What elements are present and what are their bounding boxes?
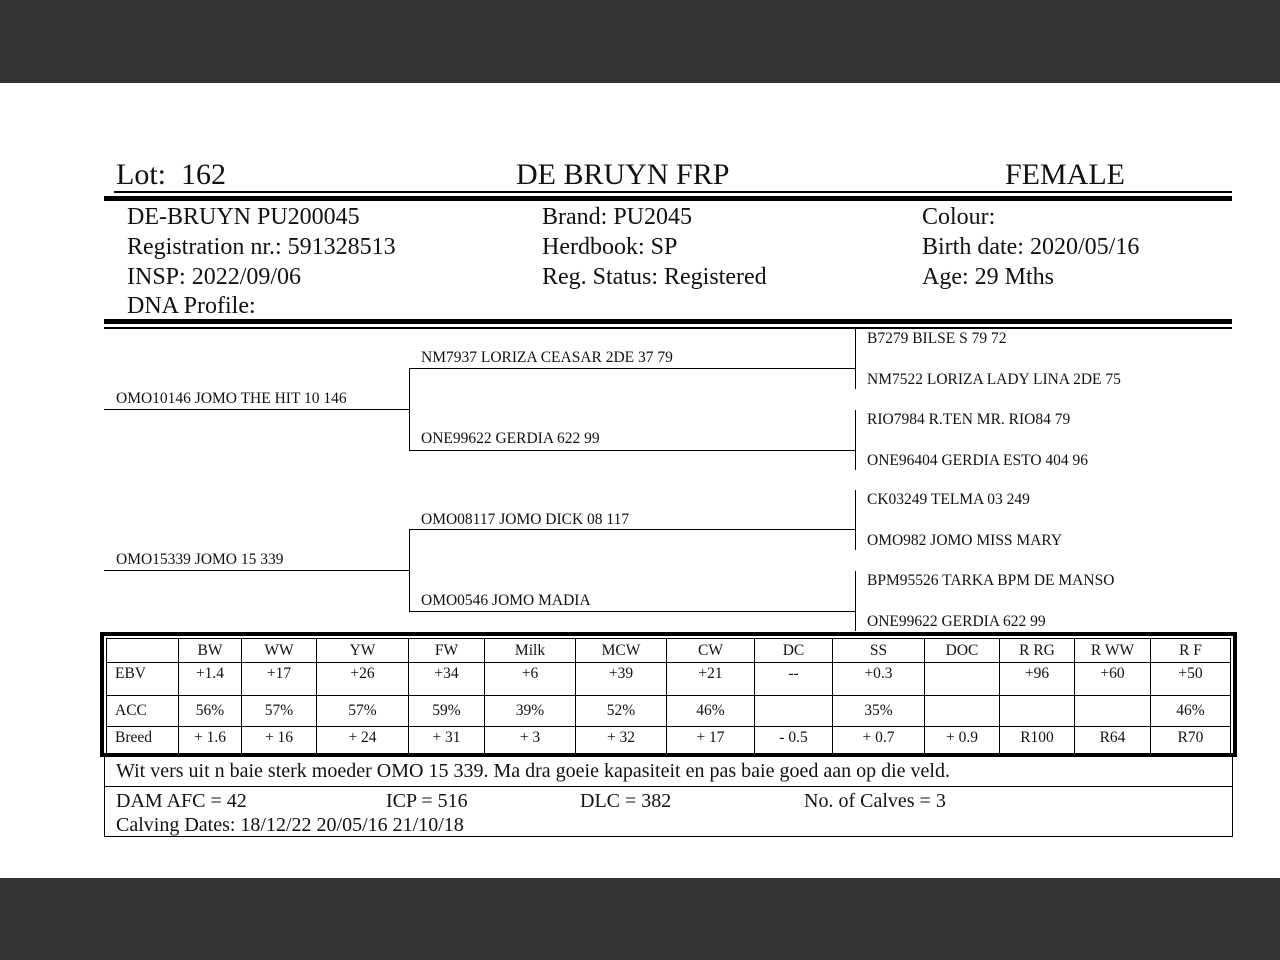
ebv-cell: +60 bbox=[1075, 663, 1151, 696]
acc-cell: 59% bbox=[409, 696, 485, 727]
pedigree-sire-dam: ONE99622 GERDIA 622 99 bbox=[421, 430, 600, 447]
dam-calves: No. of Calves = 3 bbox=[804, 790, 946, 812]
pedigree-line bbox=[409, 450, 856, 451]
pedigree-sire: OMO10146 JOMO THE HIT 10 146 bbox=[116, 390, 347, 407]
ebv-cell: +17 bbox=[242, 663, 317, 696]
ebv-cell: +26 bbox=[317, 663, 409, 696]
info-rule-thin bbox=[104, 327, 1232, 329]
ebv-cell bbox=[925, 663, 1000, 696]
header-rule-thick bbox=[104, 196, 1232, 201]
pedigree-line bbox=[409, 368, 856, 369]
pedigree-ggp: BPM95526 TARKA BPM DE MANSO bbox=[867, 572, 1115, 589]
pedigree-ggp: ONE96404 GERDIA ESTO 404 96 bbox=[867, 452, 1089, 469]
ebv-row bbox=[107, 663, 1231, 696]
acc-cell: 56% bbox=[179, 696, 242, 727]
ebv-cell: +0.3 bbox=[833, 663, 925, 696]
breed-cell: + 24 bbox=[317, 727, 409, 757]
pedigree-bracket bbox=[409, 530, 410, 612]
breed-cell: + 17 bbox=[667, 727, 755, 757]
herdbook: Herdbook: SP bbox=[542, 234, 678, 260]
sex-label: FEMALE bbox=[1005, 158, 1125, 191]
ebv-row-label: Breed bbox=[107, 727, 179, 757]
breed-cell: + 1.6 bbox=[179, 727, 242, 757]
breed-row bbox=[107, 727, 1231, 757]
ebv-header-cell: WW bbox=[242, 639, 317, 663]
pedigree-bracket bbox=[855, 571, 856, 631]
pedigree-bracket bbox=[855, 490, 856, 550]
insp-date: INSP: 2022/09/06 bbox=[127, 264, 302, 290]
comment-text: Wit vers uit n baie sterk moeder OMO 15 339. Ma dra goeie kapasiteit en pas baie goed aan op die veld. bbox=[116, 760, 950, 782]
ebv-cell: +50 bbox=[1151, 663, 1231, 696]
acc-cell bbox=[1000, 696, 1075, 727]
breed-cell: + 16 bbox=[242, 727, 317, 757]
birth-date: Birth date: 2020/05/16 bbox=[922, 234, 1140, 260]
ebv-header-cell: R WW bbox=[1075, 639, 1151, 663]
ebv-cell: -- bbox=[755, 663, 833, 696]
lot-label: Lot: 162 bbox=[116, 158, 226, 191]
breed-cell: + 31 bbox=[409, 727, 485, 757]
ebv-header-cell: YW bbox=[317, 639, 409, 663]
age: Age: 29 Mths bbox=[922, 264, 1054, 290]
pedigree-bracket bbox=[855, 329, 856, 389]
ebv-header-row bbox=[107, 639, 1231, 663]
pedigree-dam: OMO15339 JOMO 15 339 bbox=[116, 551, 284, 568]
ebv-header-cell bbox=[107, 639, 179, 663]
acc-cell: 46% bbox=[667, 696, 755, 727]
acc-cell: 52% bbox=[576, 696, 667, 727]
acc-cell: 57% bbox=[317, 696, 409, 727]
acc-cell: 46% bbox=[1151, 696, 1231, 727]
breed-cell: R70 bbox=[1151, 727, 1231, 757]
pedigree-line bbox=[409, 611, 856, 612]
pedigree-dam-dam: OMO0546 JOMO MADIA bbox=[421, 592, 591, 609]
dam-dlc: DLC = 382 bbox=[580, 790, 672, 812]
colour: Colour: bbox=[922, 204, 996, 230]
dam-info-box bbox=[104, 786, 1233, 837]
comment-box bbox=[104, 757, 1233, 787]
ebv-header-cell: DC bbox=[755, 639, 833, 663]
info-rule-thick bbox=[104, 319, 1232, 324]
dna-profile: DNA Profile: bbox=[127, 293, 256, 319]
acc-cell bbox=[925, 696, 1000, 727]
brand: Brand: PU2045 bbox=[542, 204, 692, 230]
breed-cell: + 32 bbox=[576, 727, 667, 757]
pedigree-ggp: RIO7984 R.TEN MR. RIO84 79 bbox=[867, 411, 1071, 428]
dam-afc: DAM AFC = 42 bbox=[116, 790, 247, 812]
animal-name: DE-BRUYN PU200045 bbox=[127, 204, 360, 230]
pedigree-ggp: NM7522 LORIZA LADY LINA 2DE 75 bbox=[867, 371, 1121, 388]
acc-cell bbox=[1075, 696, 1151, 727]
breed-cell: - 0.5 bbox=[755, 727, 833, 757]
ebv-header-cell: FW bbox=[409, 639, 485, 663]
bottom-dark-band bbox=[0, 878, 1280, 960]
acc-cell: 35% bbox=[833, 696, 925, 727]
ebv-header-cell: Milk bbox=[485, 639, 576, 663]
ebv-header-cell: MCW bbox=[576, 639, 667, 663]
breed-cell: + 0.7 bbox=[833, 727, 925, 757]
acc-cell: 57% bbox=[242, 696, 317, 727]
ebv-header-cell: BW bbox=[179, 639, 242, 663]
ebv-header-cell: SS bbox=[833, 639, 925, 663]
pedigree-ggp: CK03249 TELMA 03 249 bbox=[867, 491, 1030, 508]
pedigree-ggp: B7279 BILSE S 79 72 bbox=[867, 330, 1007, 347]
pedigree-ggp: OMO982 JOMO MISS MARY bbox=[867, 532, 1063, 549]
ebv-row-label: ACC bbox=[107, 696, 179, 727]
registration-number: Registration nr.: 591328513 bbox=[127, 234, 396, 260]
breed-cell: + 3 bbox=[485, 727, 576, 757]
pedigree-sire-sire: NM7937 LORIZA CEASAR 2DE 37 79 bbox=[421, 349, 673, 366]
acc-cell bbox=[755, 696, 833, 727]
pedigree-line bbox=[104, 409, 410, 410]
header-rule-thin bbox=[114, 191, 1232, 193]
ebv-cell: +6 bbox=[485, 663, 576, 696]
acc-row bbox=[107, 696, 1231, 727]
pedigree-ggp: ONE99622 GERDIA 622 99 bbox=[867, 613, 1046, 630]
pedigree-line bbox=[409, 529, 856, 530]
ebv-header-cell: CW bbox=[667, 639, 755, 663]
pedigree-dam-sire: OMO08117 JOMO DICK 08 117 bbox=[421, 511, 630, 528]
calving-dates: Calving Dates: 18/12/22 20/05/16 21/10/18 bbox=[116, 814, 464, 836]
ebv-header-cell: R F bbox=[1151, 639, 1231, 663]
breed-cell: R64 bbox=[1075, 727, 1151, 757]
top-dark-band bbox=[0, 0, 1280, 83]
breeder-name: DE BRUYN FRP bbox=[516, 158, 730, 191]
reg-status: Reg. Status: Registered bbox=[542, 264, 767, 290]
ebv-cell: +21 bbox=[667, 663, 755, 696]
breed-cell: R100 bbox=[1000, 727, 1075, 757]
pedigree-line bbox=[104, 570, 410, 571]
ebv-cell: +39 bbox=[576, 663, 667, 696]
ebv-cell: +1.4 bbox=[179, 663, 242, 696]
lot-number: 162 bbox=[181, 158, 226, 191]
pedigree-bracket bbox=[855, 410, 856, 470]
ebv-table bbox=[106, 638, 1231, 757]
pedigree-bracket bbox=[409, 369, 410, 451]
ebv-cell: +96 bbox=[1000, 663, 1075, 696]
ebv-cell: +34 bbox=[409, 663, 485, 696]
dam-icp: ICP = 516 bbox=[386, 790, 468, 812]
acc-cell: 39% bbox=[485, 696, 576, 727]
breed-cell: + 0.9 bbox=[925, 727, 1000, 757]
ebv-row-label: EBV bbox=[107, 663, 179, 696]
ebv-header-cell: DOC bbox=[925, 639, 1000, 663]
ebv-header-cell: R RG bbox=[1000, 639, 1075, 663]
